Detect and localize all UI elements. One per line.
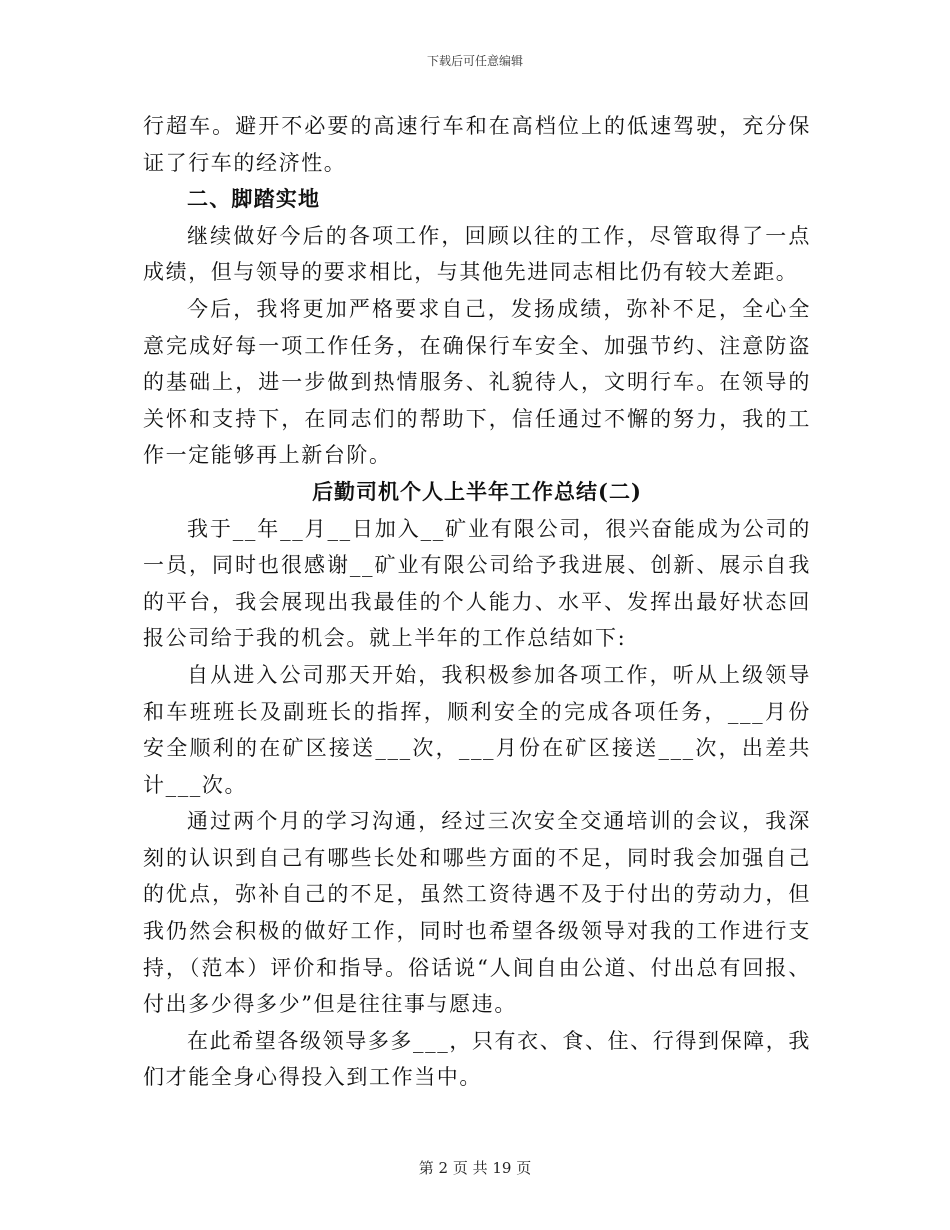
- paragraph-continuation: 行超车。避开不必要的高速行车和在高档位上的低速驾驶，充分保证了行车的经济性。: [143, 114, 811, 175]
- paragraph: 今后，我将更加严格要求自己，发扬成绩，弥补不足，全心全意完成好每一项工作任务，在确保行车安全、加强节约、注意防盗的基础上，进一步做到热情服务、礼貌待人，文明行车。在领导的关怀和支持下，在同志们的帮助下，信任通过不懈的努力，我的工作一定能够再上新台阶。: [143, 296, 811, 468]
- paragraph: 继续做好今后的各项工作，回顾以往的工作，尽管取得了一点成绩，但与领导的要求相比，与其他先进同志相比仍有较大差距。: [143, 223, 811, 285]
- document-title: 后勤司机个人上半年工作总结(二): [312, 478, 642, 504]
- section-heading: 二、脚踏实地: [187, 186, 321, 212]
- paragraph: 自从进入公司那天开始，我积极参加各项工作，听从上级领导和车班班长及副班长的指挥，顺利安全的完成各项任务，___月份安全顺利的在矿区接送___次，___月份在矿区接送___次，出差共计___次。: [143, 662, 811, 797]
- page-number: 第 2 页 共 19 页: [418, 1159, 532, 1177]
- document-body: [143, 108, 811, 1096]
- paragraph: 我于__年__月__日加入__矿业有限公司，很兴奋能成为公司的一员，同时也很感谢__矿业有限公司给予我进展、创新、展示自我的平台，我会展现出我最佳的个人能力、水平、发挥出最好状态回报公司给于我的机会。就上半年的工作总结如下:: [143, 516, 811, 651]
- paragraph: 在此希望各级领导多多___，只有衣、食、住、行得到保障，我们才能全身心得投入到工作当中。: [143, 1028, 811, 1090]
- page-header: 下载后可任意编辑: [426, 54, 523, 68]
- paragraph: 通过两个月的学习沟通，经过三次安全交通培训的会议，我深刻的认识到自己有哪些长处和哪些方面的不足，同时我会加强自己的优点，弥补自己的不足，虽然工资待遇不及于付出的劳动力，但我仍然会积极的做好工作，同时也希望各级领导对我的工作进行支持，（范本）评价和指导。俗话说“人间自由公道、付出总有回报、付出多少得多少”但是往往事与愿违。: [143, 809, 811, 1017]
